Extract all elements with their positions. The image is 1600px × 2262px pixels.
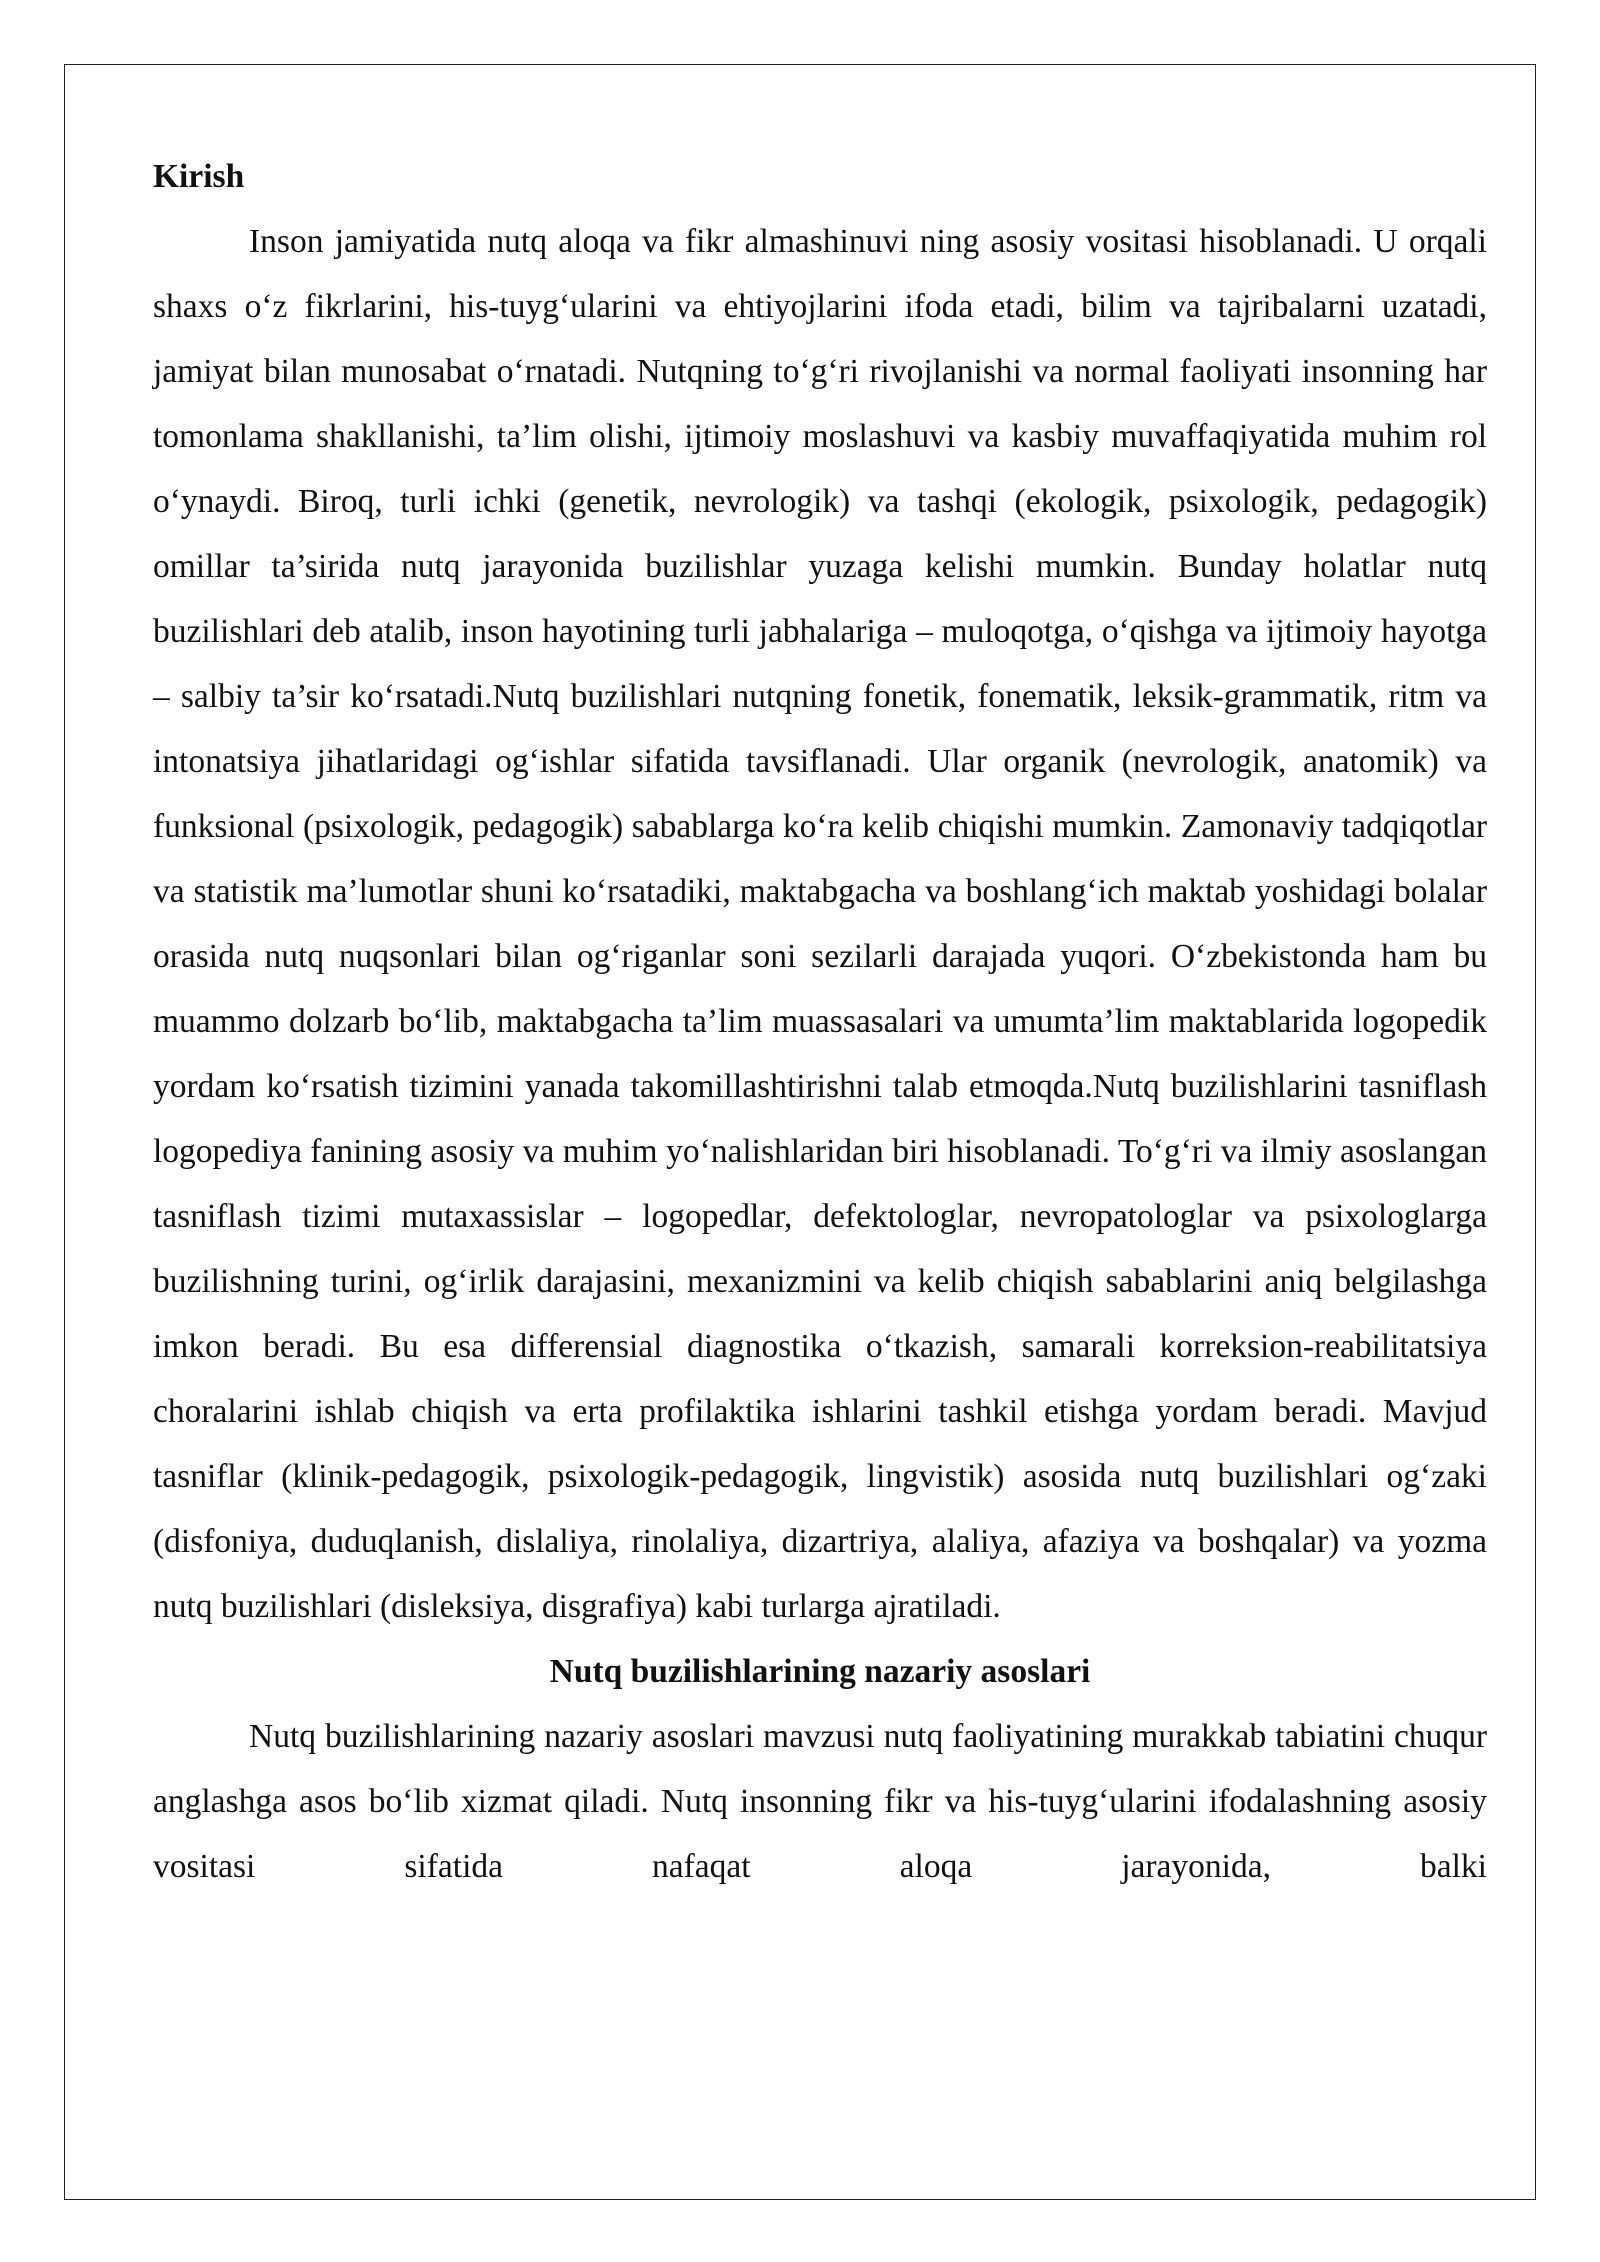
theory-paragraph: Nutq buzilishlarining nazariy asoslari mavzusi nutq faoliyatining murakkab tabiatini chuqur anglashga asos bo‘lib xizmat qiladi. Nutq insonning fikr va his-tuyg‘ularini ifodalashning asosiy vositasi sifatida nafaqat aloqa jarayonida, balki (153, 1718, 1487, 1885)
intro-paragraph: Inson jamiyatida nutq aloqa va fikr almashinuvi ning asosiy vositasi hisoblanadi. U orqali shaxs o‘z fikrlarini, his-tuyg‘ularini va ehtiyojlarini ifoda etadi, bilim va tajribalarni uzatadi, jamiyat bilan munosabat o‘rnatadi. Nutqning to‘g‘ri rivojlanishi va normal faoliyati insonning har tomonlama shakllanishi, ta’lim olishi, ijtimoiy moslashuvi va kasbiy muvaffaqiyatida muhim rol o‘ynaydi. Biroq, turli ichki (genetik, nevrologik) va tashqi (ekologik, psixologik, pedagogik) omillar ta’sirida nutq jarayonida buzilishlar yuzaga kelishi mumkin. Bunday holatlar nutq buzilishlari deb atalib, inson hayotining turli jabhalariga – muloqotga, o‘qishga va ijtimoiy hayotga – salbiy ta’sir ko‘rsatadi.Nutq buzilishlari nutqning fonetik, fonematik, leksik-grammatik, ritm va intonatsiya jihatlaridagi og‘ishlar sifatida tavsiflanadi. Ular organik (nevrologik, anatomik) va funksional (psixologik, pedagogik) sabablarga ko‘ra kelib chiqishi mumkin. Zamonaviy tadqiqotlar va statistik ma’lumotlar shuni ko‘rsatadiki, maktabgacha va boshlang‘ich maktab yoshidagi bolalar orasida nutq nuqsonlari bilan og‘riganlar soni sezilarli darajada yuqori. O‘zbekistonda ham bu muammo dolzarb bo‘lib, maktabgacha ta’lim muassasalari va umumta’lim maktablarida logopedik yordam ko‘rsatish tizimini yanada takomillashtirishni talab etmoqda.Nutq buzilishlarini tasniflash logopediya fanining asosiy va muhim yo‘nalishlaridan biri hisoblanadi. To‘g‘ri va ilmiy asoslangan tasniflash tizimi mutaxassislar – logopedlar, defektologlar, nevropatologlar va psixologlarga buzilishning turini, og‘irlik darajasini, mexanizmini va kelib chiqish sabablarini aniq belgilashga imkon beradi. Bu esa differensial diagnostika o‘tkazish, samarali korreksion-reabilitatsiya choralarini ishlab chiqish va erta profilaktika ishlarini tashkil etishga yordam beradi. Mavjud tasniflar (klinik-pedagogik, psixologik-pedagogik, lingvistik) asosida nutq buzilishlari og‘zaki (disfoniya, duduqlanish, dislaliya, rinolaliya, dizartriya, alaliya, afaziya va boshqalar) va yozma nutq buzilishlari (disleksiya, disgrafiya) kabi turlarga ajratiladi. (153, 223, 1487, 1625)
section-heading-theory: Nutq buzilishlarining nazariy asoslari (549, 1653, 1091, 1690)
document-body (153, 144, 1487, 1899)
section-heading-intro: Kirish (153, 158, 245, 195)
